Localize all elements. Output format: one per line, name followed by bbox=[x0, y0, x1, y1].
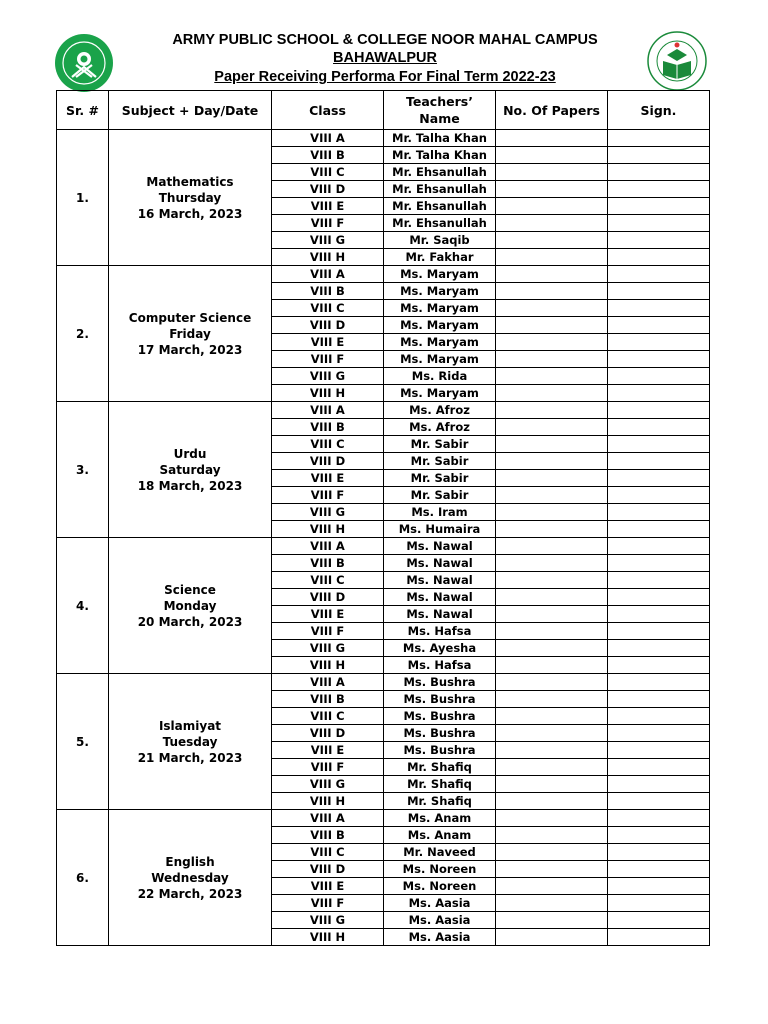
papers-count-cell[interactable] bbox=[496, 623, 608, 640]
class-cell: VIII B bbox=[272, 147, 384, 164]
signature-cell[interactable] bbox=[608, 147, 710, 164]
signature-cell[interactable] bbox=[608, 164, 710, 181]
subject-name: Science bbox=[164, 582, 216, 597]
signature-cell[interactable] bbox=[608, 555, 710, 572]
papers-count-cell[interactable] bbox=[496, 844, 608, 861]
exam-day: Friday bbox=[169, 326, 211, 341]
class-cell: VIII A bbox=[272, 266, 384, 283]
subject-name: English bbox=[165, 854, 215, 869]
class-cell: VIII D bbox=[272, 861, 384, 878]
table-header-row bbox=[57, 91, 710, 130]
class-cell: VIII G bbox=[272, 504, 384, 521]
teacher-name-cell: Mr. Shafiq bbox=[384, 793, 496, 810]
teacher-name-cell: Ms. Afroz bbox=[384, 402, 496, 419]
paper-receiving-table bbox=[56, 90, 710, 946]
serial-number-cell: 2. bbox=[57, 266, 109, 402]
papers-count-cell[interactable] bbox=[496, 589, 608, 606]
class-cell: VIII C bbox=[272, 436, 384, 453]
class-cell: VIII E bbox=[272, 334, 384, 351]
signature-cell[interactable] bbox=[608, 181, 710, 198]
table-row bbox=[57, 266, 710, 283]
subject-name: Urdu bbox=[173, 446, 207, 461]
signature-cell[interactable] bbox=[608, 198, 710, 215]
teacher-name-cell: Mr. Fakhar bbox=[384, 249, 496, 266]
form-title-text: Paper Receiving Performa For Final Term 2022-23 bbox=[214, 69, 556, 85]
exam-date: 17 March, 2023 bbox=[137, 342, 243, 357]
signature-cell[interactable] bbox=[608, 589, 710, 606]
exam-day: Monday bbox=[163, 598, 217, 613]
class-cell: VIII G bbox=[272, 232, 384, 249]
signature-cell[interactable] bbox=[608, 742, 710, 759]
header-sign: Sign. bbox=[608, 91, 710, 130]
signature-cell[interactable] bbox=[608, 232, 710, 249]
class-cell: VIII D bbox=[272, 589, 384, 606]
papers-count-cell[interactable] bbox=[496, 164, 608, 181]
header-papers: No. Of Papers bbox=[496, 91, 608, 130]
campus-city-heading bbox=[130, 49, 640, 67]
signature-cell[interactable] bbox=[608, 538, 710, 555]
papers-count-cell[interactable] bbox=[496, 453, 608, 470]
exam-date: 22 March, 2023 bbox=[137, 886, 243, 901]
papers-count-cell[interactable] bbox=[496, 436, 608, 453]
class-cell: VIII E bbox=[272, 198, 384, 215]
class-cell: VIII F bbox=[272, 487, 384, 504]
papers-count-cell[interactable] bbox=[496, 368, 608, 385]
signature-cell[interactable] bbox=[608, 215, 710, 232]
signature-cell[interactable] bbox=[608, 504, 710, 521]
signature-cell[interactable] bbox=[608, 436, 710, 453]
papers-count-cell[interactable] bbox=[496, 878, 608, 895]
papers-count-cell[interactable] bbox=[496, 572, 608, 589]
teacher-name-cell: Ms. Nawal bbox=[384, 589, 496, 606]
class-cell: VIII F bbox=[272, 895, 384, 912]
subject-cell bbox=[109, 266, 272, 402]
class-cell: VIII H bbox=[272, 657, 384, 674]
header-sr: Sr. # bbox=[57, 91, 109, 130]
teacher-name-cell: Ms. Maryam bbox=[384, 300, 496, 317]
teacher-name-cell: Ms. Noreen bbox=[384, 878, 496, 895]
signature-cell[interactable] bbox=[608, 385, 710, 402]
papers-count-cell[interactable] bbox=[496, 300, 608, 317]
teacher-name-cell: Ms. Afroz bbox=[384, 419, 496, 436]
class-cell: VIII B bbox=[272, 691, 384, 708]
teacher-name-cell: Ms. Anam bbox=[384, 810, 496, 827]
header-teacher: Teachers’ Name bbox=[384, 91, 496, 130]
signature-cell[interactable] bbox=[608, 776, 710, 793]
table-row bbox=[57, 810, 710, 827]
papers-count-cell[interactable] bbox=[496, 419, 608, 436]
teacher-name-cell: Ms. Maryam bbox=[384, 266, 496, 283]
class-cell: VIII E bbox=[272, 470, 384, 487]
signature-cell[interactable] bbox=[608, 283, 710, 300]
teacher-name-cell: Mr. Naveed bbox=[384, 844, 496, 861]
exam-day: Wednesday bbox=[151, 870, 229, 885]
teacher-name-cell: Mr. Shafiq bbox=[384, 759, 496, 776]
class-cell: VIII A bbox=[272, 810, 384, 827]
signature-cell[interactable] bbox=[608, 827, 710, 844]
papers-count-cell[interactable] bbox=[496, 895, 608, 912]
teacher-name-cell: Mr. Talha Khan bbox=[384, 130, 496, 147]
class-cell: VIII A bbox=[272, 538, 384, 555]
class-cell: VIII F bbox=[272, 215, 384, 232]
exam-day: Thursday bbox=[158, 190, 222, 205]
exam-date: 20 March, 2023 bbox=[137, 614, 243, 629]
class-cell: VIII E bbox=[272, 878, 384, 895]
signature-cell[interactable] bbox=[608, 895, 710, 912]
signature-cell[interactable] bbox=[608, 623, 710, 640]
papers-count-cell[interactable] bbox=[496, 351, 608, 368]
signature-cell[interactable] bbox=[608, 300, 710, 317]
class-cell: VIII D bbox=[272, 453, 384, 470]
class-cell: VIII H bbox=[272, 249, 384, 266]
papers-count-cell[interactable] bbox=[496, 283, 608, 300]
subject-cell bbox=[109, 674, 272, 810]
teacher-name-cell: Mr. Saqib bbox=[384, 232, 496, 249]
teacher-name-cell: Ms. Nawal bbox=[384, 606, 496, 623]
header-subject: Subject + Day/Date bbox=[109, 91, 272, 130]
signature-cell[interactable] bbox=[608, 878, 710, 895]
class-cell: VIII E bbox=[272, 606, 384, 623]
signature-cell[interactable] bbox=[608, 674, 710, 691]
class-cell: VIII A bbox=[272, 130, 384, 147]
teacher-name-cell: Ms. Maryam bbox=[384, 334, 496, 351]
signature-cell[interactable] bbox=[608, 844, 710, 861]
teacher-name-cell: Mr. Ehsanullah bbox=[384, 181, 496, 198]
signature-cell[interactable] bbox=[608, 351, 710, 368]
papers-count-cell[interactable] bbox=[496, 708, 608, 725]
class-cell: VIII F bbox=[272, 759, 384, 776]
teacher-name-cell: Ms. Maryam bbox=[384, 351, 496, 368]
form-title-heading bbox=[130, 68, 640, 86]
class-cell: VIII H bbox=[272, 521, 384, 538]
signature-cell[interactable] bbox=[608, 810, 710, 827]
teacher-name-cell: Ms. Aasia bbox=[384, 895, 496, 912]
class-cell: VIII G bbox=[272, 368, 384, 385]
papers-count-cell[interactable] bbox=[496, 538, 608, 555]
papers-count-cell[interactable] bbox=[496, 249, 608, 266]
class-cell: VIII E bbox=[272, 742, 384, 759]
class-cell: VIII G bbox=[272, 640, 384, 657]
papers-count-cell[interactable] bbox=[496, 810, 608, 827]
signature-cell[interactable] bbox=[608, 572, 710, 589]
table-row bbox=[57, 402, 710, 419]
class-cell: VIII G bbox=[272, 776, 384, 793]
teacher-name-cell: Ms. Nawal bbox=[384, 538, 496, 555]
teacher-name-cell: Ms. Aasia bbox=[384, 929, 496, 946]
teacher-name-cell: Mr. Ehsanullah bbox=[384, 198, 496, 215]
class-cell: VIII B bbox=[272, 827, 384, 844]
campus-city-text: BAHAWALPUR bbox=[333, 50, 437, 66]
papers-count-cell[interactable] bbox=[496, 929, 608, 946]
header-class: Class bbox=[272, 91, 384, 130]
teacher-name-cell: Mr. Sabir bbox=[384, 487, 496, 504]
teacher-name-cell: Ms. Hafsa bbox=[384, 657, 496, 674]
subject-name: Islamiyat bbox=[158, 718, 222, 733]
serial-number-cell: 5. bbox=[57, 674, 109, 810]
signature-cell[interactable] bbox=[608, 606, 710, 623]
teacher-name-cell: Ms. Bushra bbox=[384, 742, 496, 759]
teacher-name-cell: Ms. Hafsa bbox=[384, 623, 496, 640]
teacher-name-cell: Ms. Aasia bbox=[384, 912, 496, 929]
teacher-name-cell: Ms. Nawal bbox=[384, 572, 496, 589]
papers-count-cell[interactable] bbox=[496, 215, 608, 232]
class-cell: VIII A bbox=[272, 402, 384, 419]
papers-count-cell[interactable] bbox=[496, 674, 608, 691]
subject-cell bbox=[109, 810, 272, 946]
teacher-name-cell: Mr. Ehsanullah bbox=[384, 215, 496, 232]
papers-count-cell[interactable] bbox=[496, 402, 608, 419]
class-cell: VIII D bbox=[272, 181, 384, 198]
signature-cell[interactable] bbox=[608, 368, 710, 385]
papers-count-cell[interactable] bbox=[496, 759, 608, 776]
papers-count-cell[interactable] bbox=[496, 725, 608, 742]
serial-number-cell: 6. bbox=[57, 810, 109, 946]
signature-cell[interactable] bbox=[608, 419, 710, 436]
papers-count-cell[interactable] bbox=[496, 232, 608, 249]
signature-cell[interactable] bbox=[608, 521, 710, 538]
subject-name: Mathematics bbox=[146, 174, 234, 189]
teacher-name-cell: Mr. Shafiq bbox=[384, 776, 496, 793]
papers-count-cell[interactable] bbox=[496, 470, 608, 487]
subject-cell bbox=[109, 402, 272, 538]
class-cell: VIII F bbox=[272, 623, 384, 640]
class-cell: VIII G bbox=[272, 912, 384, 929]
exam-day: Saturday bbox=[159, 462, 221, 477]
papers-count-cell[interactable] bbox=[496, 504, 608, 521]
teacher-name-cell: Ms. Bushra bbox=[384, 708, 496, 725]
class-cell: VIII C bbox=[272, 844, 384, 861]
papers-count-cell[interactable] bbox=[496, 521, 608, 538]
signature-cell[interactable] bbox=[608, 640, 710, 657]
papers-count-cell[interactable] bbox=[496, 266, 608, 283]
signature-cell[interactable] bbox=[608, 453, 710, 470]
papers-count-cell[interactable] bbox=[496, 317, 608, 334]
class-cell: VIII B bbox=[272, 283, 384, 300]
papers-count-cell[interactable] bbox=[496, 198, 608, 215]
class-cell: VIII H bbox=[272, 793, 384, 810]
signature-cell[interactable] bbox=[608, 725, 710, 742]
teacher-name-cell: Ms. Ayesha bbox=[384, 640, 496, 657]
papers-count-cell[interactable] bbox=[496, 385, 608, 402]
signature-cell[interactable] bbox=[608, 470, 710, 487]
signature-cell[interactable] bbox=[608, 759, 710, 776]
teacher-name-cell: Ms. Maryam bbox=[384, 317, 496, 334]
teacher-name-cell: Ms. Iram bbox=[384, 504, 496, 521]
teacher-name-cell: Mr. Talha Khan bbox=[384, 147, 496, 164]
signature-cell[interactable] bbox=[608, 691, 710, 708]
exam-date: 21 March, 2023 bbox=[137, 750, 243, 765]
signature-cell[interactable] bbox=[608, 130, 710, 147]
papers-count-cell[interactable] bbox=[496, 640, 608, 657]
teacher-name-cell: Ms. Nawal bbox=[384, 555, 496, 572]
signature-cell[interactable] bbox=[608, 657, 710, 674]
class-cell: VIII C bbox=[272, 572, 384, 589]
teacher-name-cell: Ms. Humaira bbox=[384, 521, 496, 538]
subject-cell bbox=[109, 130, 272, 266]
papers-count-cell[interactable] bbox=[496, 130, 608, 147]
school-name-heading: ARMY PUBLIC SCHOOL & COLLEGE NOOR MAHAL CAMPUS bbox=[172, 32, 598, 48]
papers-count-cell[interactable] bbox=[496, 181, 608, 198]
papers-count-cell[interactable] bbox=[496, 657, 608, 674]
subject-cell bbox=[109, 538, 272, 674]
class-cell: VIII C bbox=[272, 164, 384, 181]
class-cell: VIII B bbox=[272, 419, 384, 436]
papers-count-cell[interactable] bbox=[496, 606, 608, 623]
papers-count-cell[interactable] bbox=[496, 912, 608, 929]
teacher-name-cell: Ms. Bushra bbox=[384, 725, 496, 742]
teacher-name-cell: Ms. Anam bbox=[384, 827, 496, 844]
class-cell: VIII C bbox=[272, 708, 384, 725]
papers-count-cell[interactable] bbox=[496, 861, 608, 878]
teacher-name-cell: Ms. Bushra bbox=[384, 674, 496, 691]
papers-count-cell[interactable] bbox=[496, 793, 608, 810]
class-cell: VIII F bbox=[272, 351, 384, 368]
signature-cell[interactable] bbox=[608, 317, 710, 334]
serial-number-cell: 3. bbox=[57, 402, 109, 538]
teacher-name-cell: Mr. Sabir bbox=[384, 470, 496, 487]
class-cell: VIII H bbox=[272, 929, 384, 946]
teacher-name-cell: Mr. Sabir bbox=[384, 436, 496, 453]
serial-number-cell: 1. bbox=[57, 130, 109, 266]
class-cell: VIII C bbox=[272, 300, 384, 317]
signature-cell[interactable] bbox=[608, 402, 710, 419]
school-crest-logo-icon bbox=[54, 33, 114, 93]
signature-cell[interactable] bbox=[608, 487, 710, 504]
papers-count-cell[interactable] bbox=[496, 776, 608, 793]
signature-cell[interactable] bbox=[608, 249, 710, 266]
signature-cell[interactable] bbox=[608, 334, 710, 351]
table-row bbox=[57, 130, 710, 147]
table-row bbox=[57, 674, 710, 691]
teacher-name-cell: Ms. Rida bbox=[384, 368, 496, 385]
papers-count-cell[interactable] bbox=[496, 691, 608, 708]
class-cell: VIII A bbox=[272, 674, 384, 691]
papers-count-cell[interactable] bbox=[496, 742, 608, 759]
signature-cell[interactable] bbox=[608, 929, 710, 946]
exam-day: Tuesday bbox=[162, 734, 218, 749]
papers-count-cell[interactable] bbox=[496, 334, 608, 351]
papers-count-cell[interactable] bbox=[496, 555, 608, 572]
papers-count-cell[interactable] bbox=[496, 487, 608, 504]
teacher-name-cell: Ms. Maryam bbox=[384, 283, 496, 300]
papers-count-cell[interactable] bbox=[496, 147, 608, 164]
exam-date: 16 March, 2023 bbox=[137, 206, 243, 221]
teacher-name-cell: Ms. Noreen bbox=[384, 861, 496, 878]
papers-count-cell[interactable] bbox=[496, 827, 608, 844]
apsacs-seal-logo-icon bbox=[647, 31, 707, 91]
teacher-name-cell: Mr. Sabir bbox=[384, 453, 496, 470]
signature-cell[interactable] bbox=[608, 266, 710, 283]
class-cell: VIII D bbox=[272, 317, 384, 334]
signature-cell[interactable] bbox=[608, 793, 710, 810]
signature-cell[interactable] bbox=[608, 708, 710, 725]
class-cell: VIII B bbox=[272, 555, 384, 572]
serial-number-cell: 4. bbox=[57, 538, 109, 674]
exam-date: 18 March, 2023 bbox=[137, 478, 243, 493]
teacher-name-cell: Mr. Ehsanullah bbox=[384, 164, 496, 181]
teacher-name-cell: Ms. Bushra bbox=[384, 691, 496, 708]
class-cell: VIII D bbox=[272, 725, 384, 742]
teacher-name-cell: Ms. Maryam bbox=[384, 385, 496, 402]
signature-cell[interactable] bbox=[608, 861, 710, 878]
subject-name: Computer Science bbox=[128, 310, 252, 325]
class-cell: VIII H bbox=[272, 385, 384, 402]
signature-cell[interactable] bbox=[608, 912, 710, 929]
table-row bbox=[57, 538, 710, 555]
